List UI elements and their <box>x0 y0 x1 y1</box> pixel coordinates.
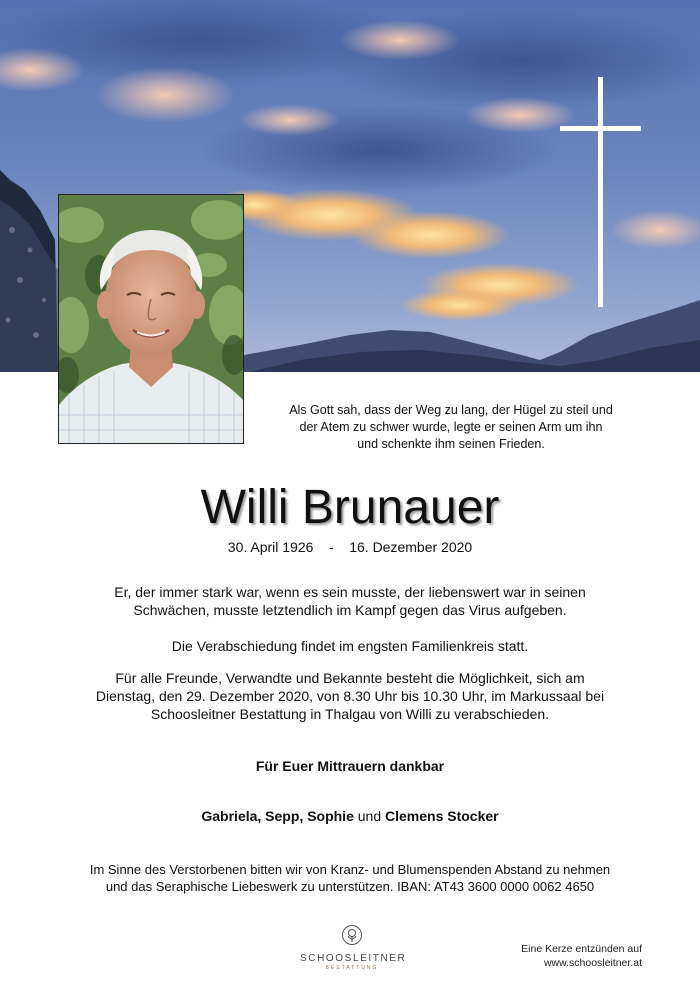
thanks-line: Für Euer Mittrauern dankbar <box>255 758 445 774</box>
tribute-line: Schwächen, musste letztendlich im Kampf gegen das Virus aufgeben. <box>133 602 567 618</box>
viewing-line: Schoosleitner Bestattung in Thalgau von Willi zu verabschieden. <box>150 706 550 722</box>
logo-subtitle: BESTATTUNG <box>325 965 379 971</box>
donation-line: und das Seraphische Liebeswerk zu unterstützen. IBAN: AT43 3600 0000 0062 4650 <box>105 879 595 894</box>
website-link[interactable]: www.schoosleitner.at <box>543 957 642 969</box>
family-connector: und <box>353 808 385 824</box>
candle-note <box>521 942 642 970</box>
portrait-photo <box>58 194 244 444</box>
farewell-notice <box>0 637 700 655</box>
life-dates <box>0 538 700 556</box>
tribute-line: Er, der immer stark war, wenn es sein musste, der liebenswert war in seinen <box>114 584 586 600</box>
date-separator: - <box>328 539 334 555</box>
deceased-name: Willi Brunauer <box>200 481 500 534</box>
rose-emblem-icon <box>341 924 363 946</box>
viewing-info-paragraph <box>0 669 700 723</box>
birth-date: 30. April 1926 <box>227 539 314 555</box>
farewell-line: Die Verabschiedung findet im engsten Familienkreis statt. <box>171 638 529 654</box>
viewing-line: Für alle Freunde, Verwandte und Bekannte besteht die Möglichkeit, sich am <box>115 670 585 686</box>
donation-line: Im Sinne des Verstorbenen bitten wir von Kranz- und Blumenspenden Abstand zu nehmen <box>89 862 611 877</box>
poem-line: der Atem zu schwer wurde, legte er seinen Arm um ihn <box>299 420 603 434</box>
schoosleitner-logo <box>300 924 407 971</box>
poem-line: und schenkte ihm seinen Frieden. <box>357 437 545 451</box>
candle-text: Eine Kerze entzünden auf <box>521 943 642 955</box>
tribute-paragraph <box>0 583 700 619</box>
viewing-line: Dienstag, den 29. Dezember 2020, von 8.30 Uhr bis 10.30 Uhr, im Markussaal bei <box>95 688 605 704</box>
poem-line: Als Gott sah, dass der Weg zu lang, der Hügel zu steil und <box>289 403 613 417</box>
poem-text <box>262 402 640 453</box>
death-date: 16. Dezember 2020 <box>349 539 473 555</box>
family-names <box>0 807 700 825</box>
family-names-part2: Clemens Stocker <box>385 808 499 824</box>
donation-request <box>0 861 700 895</box>
family-names-part1: Gabriela, Sepp, Sophie <box>201 808 354 824</box>
logo-name: SCHOOSLEITNER <box>300 953 407 964</box>
